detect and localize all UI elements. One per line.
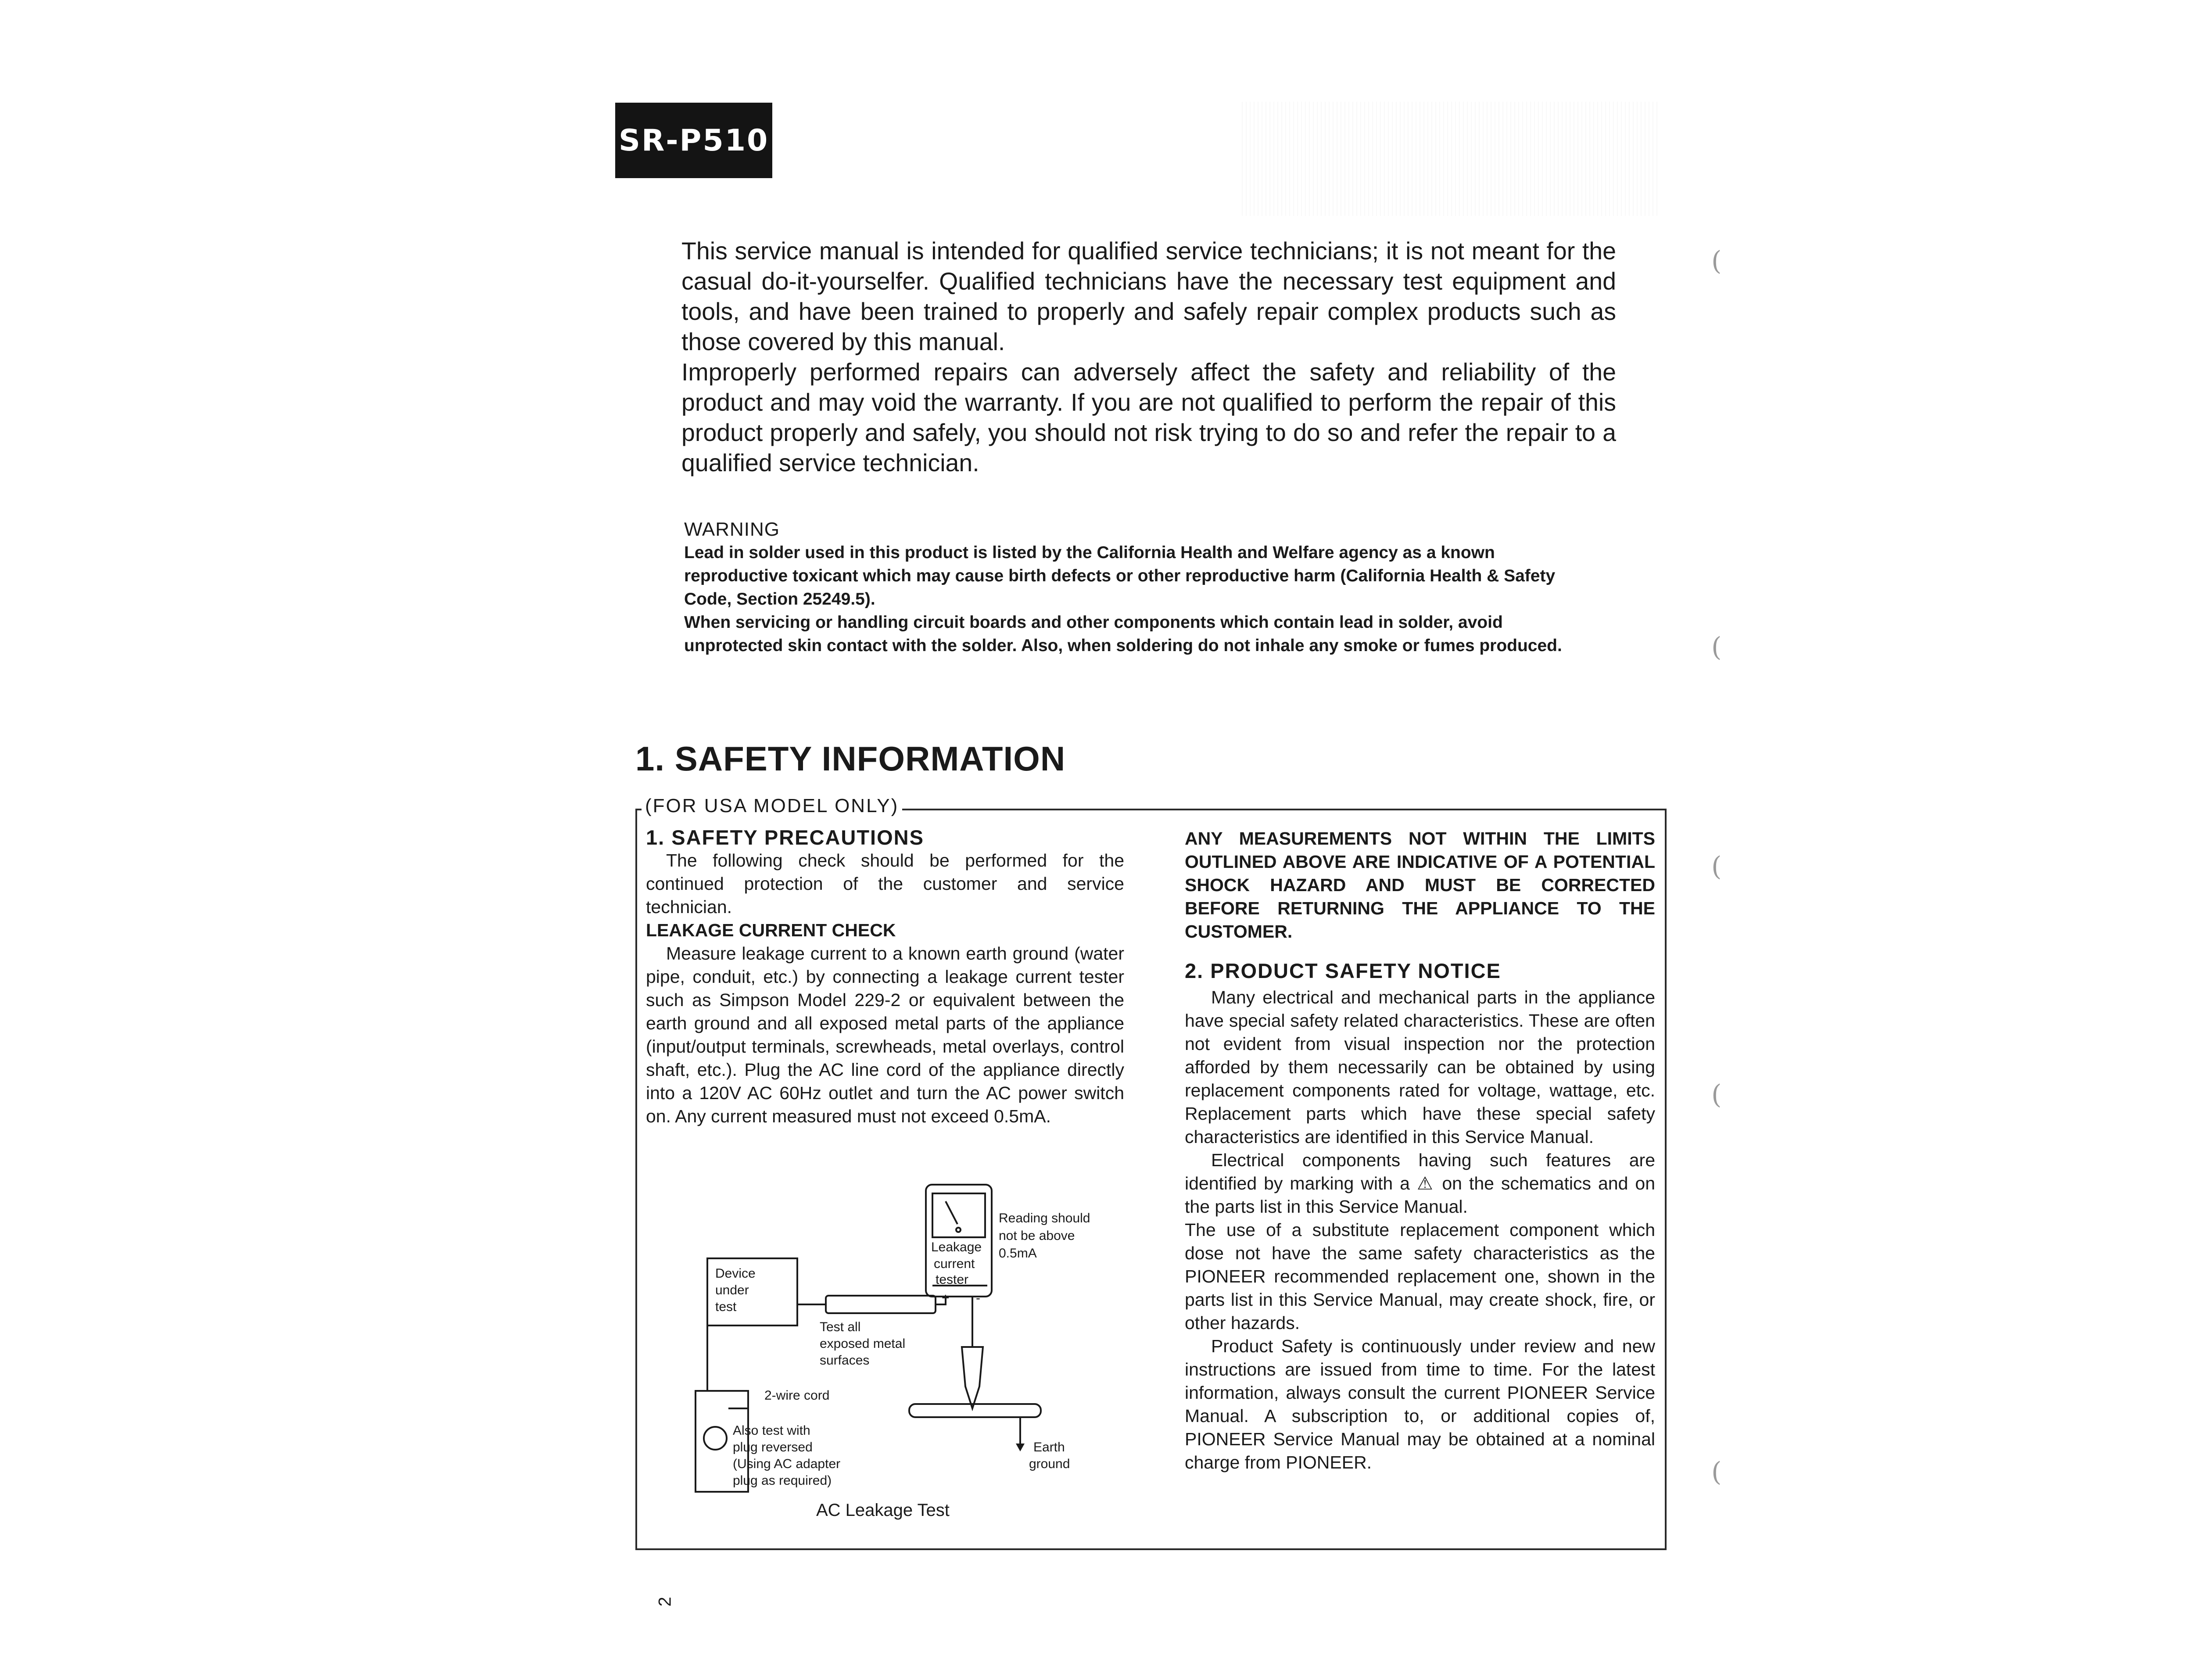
scan-noise bbox=[1242, 102, 1659, 216]
precautions-heading: 1. SAFETY PRECAUTIONS bbox=[646, 826, 924, 849]
margin-mark: ( bbox=[1711, 246, 1722, 276]
meter-needle bbox=[946, 1201, 957, 1224]
minus-sign: - bbox=[976, 1291, 980, 1305]
notice-paragraph-1: Many electrical and mechanical parts in the appliance have special safety related characteristics. These are often not evident from visual inspection nor the protection afforded by them necessarily can be obtained by using replacement components rated for voltage, wattage, etc. Replacement parts which have these special safety characteristics are identified in this Service Manual. bbox=[1185, 987, 1655, 1147]
notice-paragraph-3: The use of a substitute replacement component which dose not have the same safety characteristics as the PIONEER recommended replacement one, shown in the parts list in this Service Manual, may create shock, fire, or other hazards. bbox=[1185, 1220, 1655, 1333]
warning-paragraph-1: Lead in solder used in this product is listed by the California Health and Welfare agency as a known reproductive toxicant which may cause birth defects or other reproductive harm (California Health & Safety Code, Section 25249.5). bbox=[684, 543, 1556, 609]
right-column bbox=[1185, 827, 1655, 1474]
test-probe-body bbox=[826, 1296, 936, 1313]
device-label-2: under bbox=[715, 1283, 749, 1297]
earth-label-1: Earth bbox=[1033, 1440, 1065, 1454]
test-label-3: surfaces bbox=[820, 1353, 870, 1368]
reading-label-2: not be above bbox=[999, 1229, 1075, 1243]
notice-paragraph-4: Product Safety is continuously under review and new instructions are issued from time to time. For the latest information, always consult the current PIONEER Service Manual. A subscription to, or additional copies of, PIONEER Service Manual may be obtained at a nominal charge from PIONEER. bbox=[1185, 1336, 1655, 1472]
warning-block bbox=[684, 518, 1566, 657]
ac-leakage-diagram bbox=[685, 1180, 1141, 1522]
test-label-2: exposed metal bbox=[820, 1336, 906, 1351]
plug-label-3: (Using AC adapter bbox=[733, 1457, 841, 1471]
intro-text bbox=[681, 236, 1616, 478]
margin-mark: ( bbox=[1711, 1079, 1722, 1110]
leakage-heading: LEAKAGE CURRENT CHECK bbox=[646, 920, 896, 940]
plug-label-1: Also test with bbox=[733, 1423, 810, 1438]
notice-paragraph-2: Electrical components having such features are identified by marking with a ⚠ on the schematics and on the parts list in this Service Manual. bbox=[1185, 1150, 1655, 1217]
device-label-3: test bbox=[715, 1300, 737, 1314]
box-label: (FOR USA MODEL ONLY) bbox=[642, 795, 902, 817]
intro-paragraph-2: Improperly performed repairs can adversely affect the safety and reliability of the product and may void the warranty. If you are not qualified to perform the repair of this product properly and safely, you should not risk trying to do so and refer the repair to a qualified service technician. bbox=[681, 358, 1616, 476]
test-label-1: Test all bbox=[820, 1320, 861, 1334]
leakage-text: Measure leakage current to a known earth ground (water pipe, conduit, etc.) by connecting a leakage current tester such as Simpson Model 229-2 or equivalent between the earth ground and all exposed metal parts of the appliance (input/output terminals, screwheads, metal overlays, control shaft, etc.). Plug the AC line cord of the appliance directly into a 120V AC 60Hz outlet and turn the AC power switch on. Any current measured must not exceed 0.5mA. bbox=[646, 943, 1124, 1126]
plug-label-2: plug reversed bbox=[733, 1440, 813, 1454]
margin-mark: ( bbox=[1711, 632, 1722, 663]
plus-sign: + bbox=[942, 1291, 950, 1305]
margin-mark: ( bbox=[1711, 1457, 1722, 1487]
margin-mark: ( bbox=[1711, 851, 1722, 882]
section-title: 1. SAFETY INFORMATION bbox=[635, 739, 1066, 778]
limits-warning: ANY MEASUREMENTS NOT WITHIN THE LIMITS OUTLINED ABOVE ARE INDICATIVE OF A POTENTIAL SHOCK HAZARD AND MUST BE CORRECTED BEFORE RETURNING THE APPLIANCE TO THE CUSTOMER. bbox=[1185, 828, 1655, 942]
earth-ground-arrow bbox=[1016, 1444, 1025, 1451]
left-column bbox=[646, 826, 1124, 1128]
cord-label: 2-wire cord bbox=[764, 1388, 830, 1403]
reading-label-1: Reading should bbox=[999, 1211, 1090, 1225]
plug-label-4: plug as required) bbox=[733, 1473, 832, 1488]
earth-label-2: ground bbox=[1029, 1457, 1070, 1471]
model-tab: SR-P510 bbox=[615, 103, 772, 178]
warning-heading: WARNING bbox=[684, 519, 780, 540]
earth-plate bbox=[909, 1404, 1041, 1417]
meter-pivot bbox=[956, 1228, 961, 1232]
tester-meter-window bbox=[932, 1193, 985, 1237]
device-label-1: Device bbox=[715, 1266, 756, 1281]
earth-probe bbox=[962, 1347, 983, 1408]
notice-heading: 2. PRODUCT SAFETY NOTICE bbox=[1185, 959, 1501, 982]
tester-label-3: tester bbox=[936, 1272, 969, 1287]
tester-label-2: current bbox=[934, 1257, 975, 1271]
reading-label-3: 0.5mA bbox=[999, 1246, 1037, 1261]
diagram-caption: AC Leakage Test bbox=[816, 1501, 950, 1520]
page-number: 2 bbox=[655, 1597, 675, 1607]
outlet-socket bbox=[704, 1427, 727, 1450]
precautions-text: The following check should be performed for the continued protection of the customer and service technician. bbox=[646, 850, 1124, 917]
tester-label-1: Leakage bbox=[931, 1240, 982, 1254]
warning-paragraph-2: When servicing or handling circuit boards and other components which contain lead in solder, avoid unprotected skin contact with the solder. Also, when soldering do not inhale any smoke or fumes produced. bbox=[684, 613, 1562, 655]
intro-paragraph-1: This service manual is intended for qualified service technicians; it is not meant for the casual do-it-yourselfer. Qualified technicians have the necessary test equipment and tools, and have been trained to properly and safely repair complex products such as those covered by this manual. bbox=[681, 237, 1616, 355]
